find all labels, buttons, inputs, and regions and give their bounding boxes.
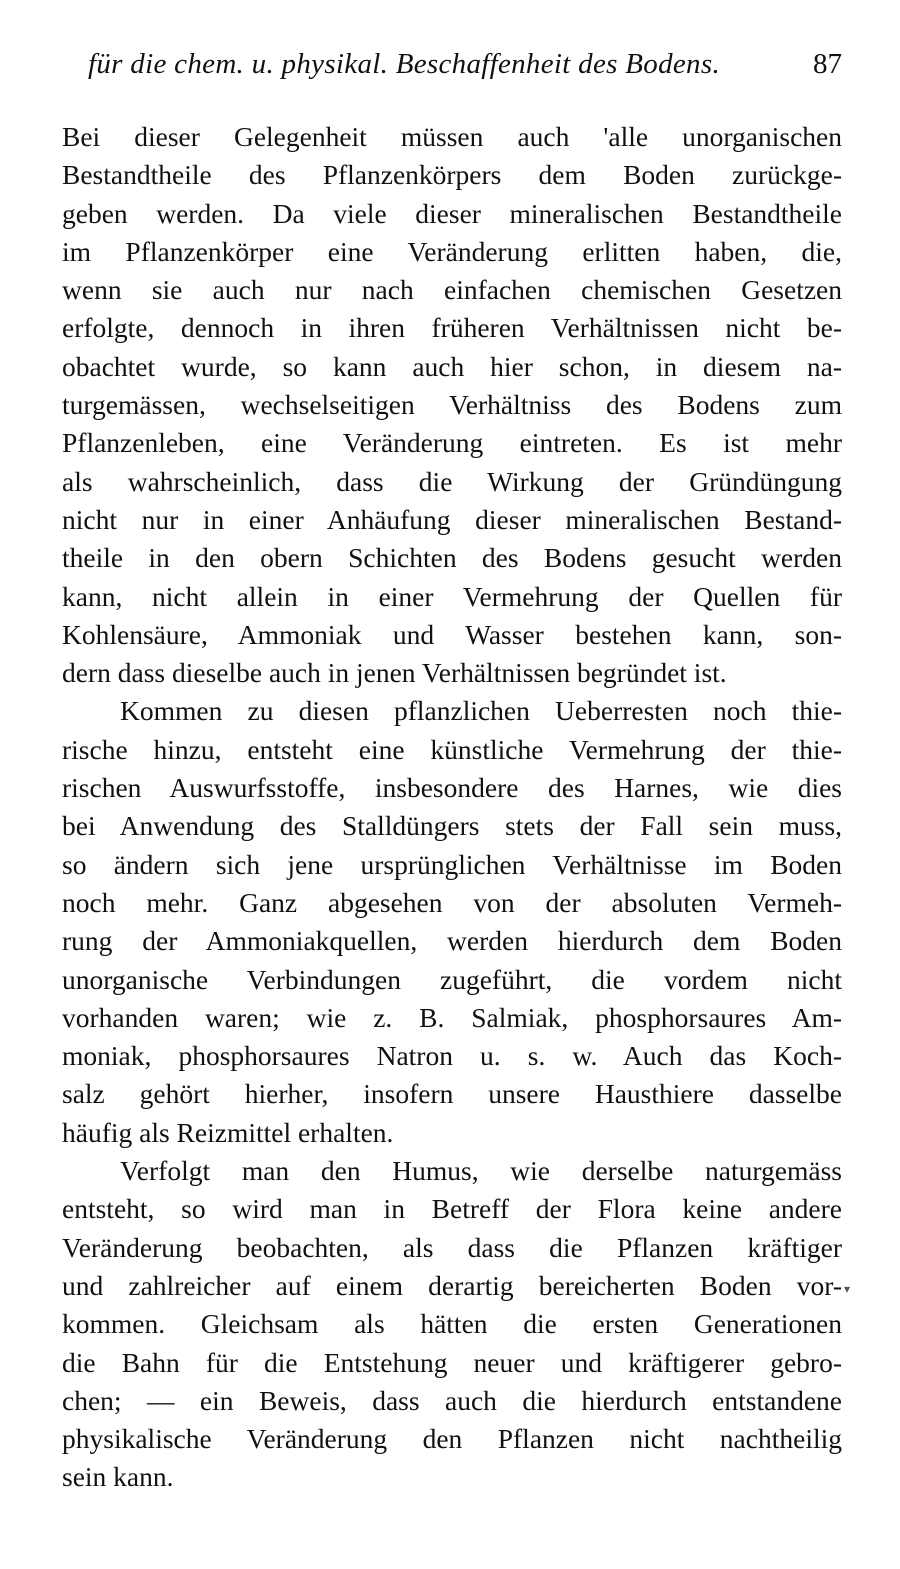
text-line: als wahrscheinlich, dass die Wirkung der Gründüngung xyxy=(62,465,842,497)
print-speck-icon: ▾ xyxy=(844,1282,851,1296)
text-line: erfolgte, dennoch in ihren früheren Verhältnissen nicht be- xyxy=(62,312,842,344)
text-line: wenn sie auch nur nach einfachen chemischen Gesetzen xyxy=(62,274,842,306)
text-line: salz gehört hierher, insofern unsere Hausthiere dasselbe xyxy=(62,1078,842,1110)
text-line: im Pflanzenkörper eine Veränderung erlitten haben, die, xyxy=(62,235,842,267)
text-line: moniak, phosphorsaures Natron u. s. w. Auch das Koch- xyxy=(62,1040,842,1072)
text-line: geben werden. Da viele dieser mineralischen Bestandtheile xyxy=(62,197,842,229)
paragraph xyxy=(62,1152,842,1497)
text-line: dern dass dieselbe auch in jenen Verhältnissen begründet ist. xyxy=(62,657,727,689)
text-line: physikalische Veränderung den Pflanzen nicht nachtheilig xyxy=(62,1423,842,1455)
text-line: rung der Ammoniakquellen, werden hierdurch dem Boden xyxy=(62,925,842,957)
text-line: Verfolgt man den Humus, wie derselbe naturgemäss xyxy=(120,1155,842,1187)
text-line: und zahlreicher auf einem derartig bereicherten Boden vor- xyxy=(62,1269,842,1301)
text-line: chen; — ein Beweis, dass auch die hierdurch entstandene xyxy=(62,1384,842,1416)
text-line: die Bahn für die Entstehung neuer und kräftigerer gebro- xyxy=(62,1346,842,1378)
text-line: rischen Auswurfsstoffe, insbesondere des Harnes, wie dies xyxy=(62,772,842,804)
text-line: kommen. Gleichsam als hätten die ersten Generationen xyxy=(62,1308,842,1340)
paragraph xyxy=(62,692,842,1152)
text-line: turgemässen, wechselseitigen Verhältniss des Bodens zum xyxy=(62,389,842,421)
text-line: nicht nur in einer Anhäufung dieser mineralischen Bestand- xyxy=(62,503,842,535)
text-line: kann, nicht allein in einer Vermehrung der Quellen für xyxy=(62,580,842,612)
text-line: theile in den obern Schichten des Bodens gesucht werden xyxy=(62,542,842,574)
text-line: rische hinzu, entsteht eine künstliche Vermehrung der thie- xyxy=(62,733,842,765)
text-line: Bei dieser Gelegenheit müssen auch 'alle unorganischen xyxy=(62,121,842,152)
text-line: unorganische Verbindungen zugeführt, die vordem nicht xyxy=(62,963,842,995)
text-line: obachtet wurde, so kann auch hier schon, in diesem na- xyxy=(62,350,842,382)
running-title: für die chem. u. physikal. Beschaffenheit des Bodens. xyxy=(88,48,720,80)
text-line: so ändern sich jene ursprünglichen Verhältnisse im Boden xyxy=(62,848,842,880)
text-line: bei Anwendung des Stalldüngers stets der Fall sein muss, xyxy=(62,810,842,842)
page-number: 87 xyxy=(813,48,842,80)
text-line: entsteht, so wird man in Betreff der Flora keine andere xyxy=(62,1193,842,1225)
text-line: Pflanzenleben, eine Veränderung eintreten. Es ist mehr xyxy=(62,427,842,459)
text-line: vorhanden waren; wie z. B. Salmiak, phosphorsaures Am- xyxy=(62,1001,842,1033)
text-line: Kommen zu diesen pflanzlichen Ueberresten noch thie- xyxy=(120,695,842,727)
text-line: Bestandtheile des Pflanzenkörpers dem Boden zurückge- xyxy=(62,159,842,191)
text-line: noch mehr. Ganz abgesehen von der absoluten Vermeh- xyxy=(62,886,842,918)
body-text xyxy=(62,118,842,1497)
text-line: Kohlensäure, Ammoniak und Wasser bestehen kann, son- xyxy=(62,618,842,650)
paragraph xyxy=(62,118,842,692)
text-line: häufig als Reizmittel erhalten. xyxy=(62,1116,394,1148)
book-page xyxy=(62,48,842,1497)
text-line: sein kann. xyxy=(62,1461,174,1493)
text-line: Veränderung beobachten, als dass die Pflanzen kräftiger xyxy=(62,1231,842,1263)
running-head xyxy=(62,48,842,88)
